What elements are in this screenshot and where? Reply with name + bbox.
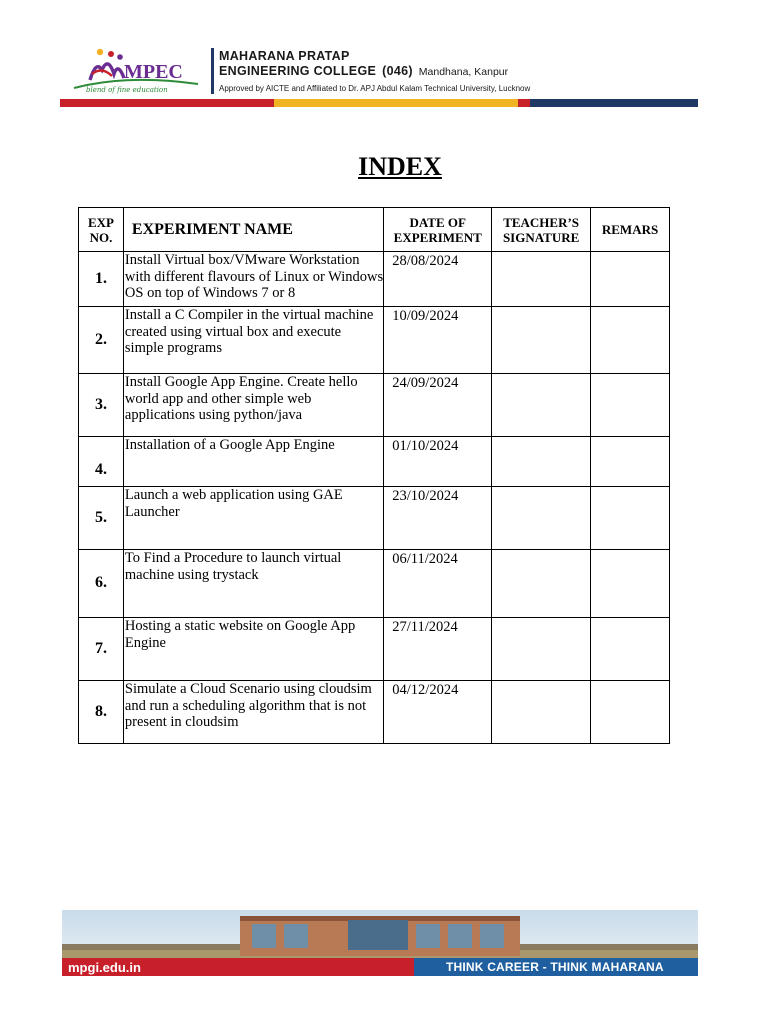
remarks-cell: [591, 681, 670, 744]
table-row: [79, 550, 670, 618]
stripe-navy: [530, 99, 698, 107]
header-experiment-name: EXPERIMENT NAME: [123, 208, 383, 252]
stripe-red-small: [518, 99, 530, 107]
remarks-cell: [591, 252, 670, 307]
table-row: [79, 618, 670, 681]
approval-text: Approved by AICTE and Affiliated to Dr. APJ Abdul Kalam Technical University, Lucknow: [219, 84, 531, 93]
svg-text:blend of fine education: blend of fine education: [86, 86, 168, 94]
remarks-cell: [591, 487, 670, 550]
college-name-line2: [219, 64, 530, 80]
table-row: [79, 681, 670, 744]
header-color-stripe: [60, 99, 698, 107]
exp-name: Install Google App Engine. Create hello world app and other simple web applications using python/java: [123, 374, 383, 437]
signature-cell: [492, 618, 591, 681]
remarks-cell: [591, 550, 670, 618]
signature-cell: [492, 550, 591, 618]
exp-name: To Find a Procedure to launch virtual machine using trystack: [123, 550, 383, 618]
signature-cell: [492, 487, 591, 550]
table-row: [79, 252, 670, 307]
exp-date: 01/10/2024: [384, 437, 492, 487]
signature-cell: [492, 252, 591, 307]
signature-cell: [492, 374, 591, 437]
exp-name: Install Virtual box/VMware Workstation with different flavours of Linux or Windows OS on top of Windows 7 or 8: [123, 252, 383, 307]
header-remarks: REMARS: [591, 208, 670, 252]
page-title: INDEX: [358, 152, 442, 181]
exp-date: 27/11/2024: [384, 618, 492, 681]
header-date: DATE OF EXPERIMENT: [384, 208, 492, 252]
exp-date: 23/10/2024: [384, 487, 492, 550]
table-row: [79, 307, 670, 374]
college-info: [219, 49, 530, 94]
college-logo: [68, 44, 208, 94]
exp-name: Simulate a Cloud Scenario using cloudsim and run a scheduling algorithm that is not present in cloudsim: [123, 681, 383, 744]
college-name: ENGINEERING COLLEGE: [219, 64, 377, 78]
footer-url: mpgi.edu.in: [68, 960, 141, 975]
remarks-cell: [591, 307, 670, 374]
exp-date: 04/12/2024: [384, 681, 492, 744]
footer-tagline: THINK CAREER - THINK MAHARANA: [446, 960, 664, 974]
college-location: Mandhana, Kanpur: [418, 66, 509, 78]
header-exp-no: EXP NO.: [79, 208, 124, 252]
exp-number: 3.: [79, 374, 124, 437]
table-row: [79, 437, 670, 487]
stripe-yellow: [274, 99, 518, 107]
exp-date: 10/09/2024: [384, 307, 492, 374]
exp-name: Hosting a static website on Google App Engine: [123, 618, 383, 681]
index-table: [78, 207, 670, 744]
exp-date: 06/11/2024: [384, 550, 492, 618]
exp-date: 24/09/2024: [384, 374, 492, 437]
exp-number: 7.: [79, 618, 124, 681]
mpec-logo-graphic: [68, 44, 208, 94]
remarks-cell: [591, 618, 670, 681]
signature-cell: [492, 437, 591, 487]
signature-cell: [492, 681, 591, 744]
exp-date: 28/08/2024: [384, 252, 492, 307]
signature-cell: [492, 307, 591, 374]
exp-number: 6.: [79, 550, 124, 618]
exp-name: Launch a web application using GAE Launcher: [123, 487, 383, 550]
exp-number: 5.: [79, 487, 124, 550]
exp-name: Installation of a Google App Engine: [123, 437, 383, 487]
table-header-row: [79, 208, 670, 252]
exp-number: 2.: [79, 307, 124, 374]
college-code: (046): [382, 64, 413, 78]
svg-text:MPEC: MPEC: [124, 61, 183, 83]
exp-number: 8.: [79, 681, 124, 744]
college-name-line1: MAHARANA PRATAP: [219, 49, 350, 63]
remarks-cell: [591, 374, 670, 437]
exp-number: 4.: [79, 437, 124, 487]
exp-name: Install a C Compiler in the virtual machine created using virtual box and execute simple programs: [123, 307, 383, 374]
table-row: [79, 487, 670, 550]
stripe-red: [60, 99, 274, 107]
exp-number: 1.: [79, 252, 124, 307]
header-signature: TEACHER’S SIGNATURE: [492, 208, 591, 252]
table-row: [79, 374, 670, 437]
header-divider: [211, 48, 214, 94]
remarks-cell: [591, 437, 670, 487]
